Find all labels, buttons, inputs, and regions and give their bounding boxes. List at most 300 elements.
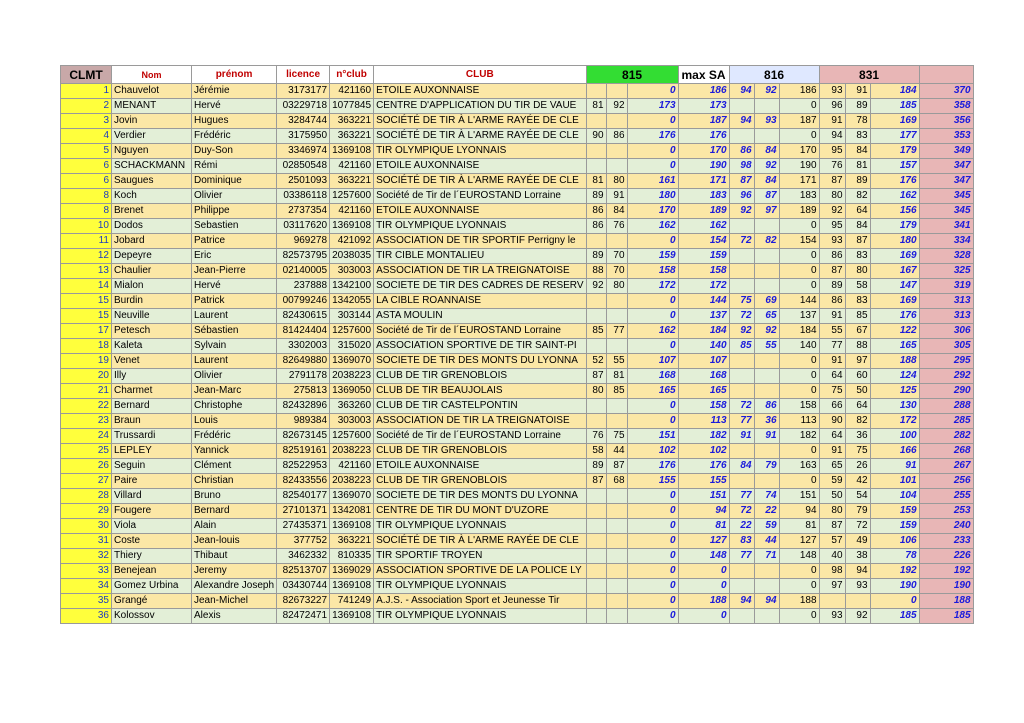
cell-nom[interactable]: Fougere	[112, 504, 192, 519]
cell-rank[interactable]: 19	[61, 354, 112, 369]
cell-815-score-1[interactable]	[586, 234, 606, 249]
cell-831-score-2[interactable]: 83	[845, 294, 870, 309]
cell-815-score-1[interactable]: 89	[586, 189, 606, 204]
cell-rank[interactable]: 8	[61, 189, 112, 204]
cell-815-score-1[interactable]: 92	[586, 279, 606, 294]
cell-816-subtotal[interactable]: 81	[779, 519, 819, 534]
cell-815-subtotal[interactable]: 155	[627, 474, 678, 489]
cell-816-score-1[interactable]: 77	[729, 489, 754, 504]
cell-816-score-2[interactable]: 59	[754, 519, 779, 534]
cell-815-subtotal[interactable]: 168	[627, 369, 678, 384]
cell-prenom[interactable]: Alain	[192, 519, 277, 534]
cell-815-score-1[interactable]: 58	[586, 444, 606, 459]
cell-816-subtotal[interactable]: 0	[779, 609, 819, 624]
cell-max-sa[interactable]: 102	[678, 444, 729, 459]
header-816[interactable]: 816	[729, 66, 819, 84]
cell-816-score-2[interactable]	[754, 444, 779, 459]
cell-831-subtotal[interactable]: 125	[870, 384, 919, 399]
cell-816-subtotal[interactable]: 163	[779, 459, 819, 474]
cell-831-score-2[interactable]: 83	[845, 129, 870, 144]
cell-831-score-2[interactable]: 64	[845, 399, 870, 414]
cell-816-subtotal[interactable]: 190	[779, 159, 819, 174]
cell-nom[interactable]: Viola	[112, 519, 192, 534]
cell-club-number[interactable]: 1342055	[330, 294, 374, 309]
cell-816-score-1[interactable]: 84	[729, 459, 754, 474]
cell-831-subtotal[interactable]: 176	[870, 174, 919, 189]
cell-816-subtotal[interactable]: 182	[779, 429, 819, 444]
cell-licence[interactable]: 27435371	[277, 519, 330, 534]
cell-816-subtotal[interactable]: 170	[779, 144, 819, 159]
cell-831-score-2[interactable]	[845, 594, 870, 609]
header-licence[interactable]: licence	[277, 66, 330, 84]
cell-rank[interactable]: 26	[61, 459, 112, 474]
cell-prenom[interactable]: Sébastien	[192, 324, 277, 339]
cell-831-subtotal[interactable]: 162	[870, 189, 919, 204]
cell-816-score-2[interactable]	[754, 279, 779, 294]
cell-club[interactable]: SOCIÉTÉ DE TIR À L'ARME RAYÉE DE CLE	[374, 129, 586, 144]
cell-815-score-1[interactable]: 52	[586, 354, 606, 369]
cell-total[interactable]: 347	[919, 174, 973, 189]
cell-816-subtotal[interactable]: 184	[779, 324, 819, 339]
cell-club[interactable]: TIR CIBLE MONTALIEU	[374, 249, 586, 264]
cell-prenom[interactable]: Thibaut	[192, 549, 277, 564]
cell-815-subtotal[interactable]: 172	[627, 279, 678, 294]
cell-nom[interactable]: LEPLEY	[112, 444, 192, 459]
cell-prenom[interactable]: Dominique	[192, 174, 277, 189]
cell-815-score-2[interactable]	[606, 339, 627, 354]
cell-831-subtotal[interactable]: 179	[870, 144, 919, 159]
cell-max-sa[interactable]: 148	[678, 549, 729, 564]
cell-max-sa[interactable]: 158	[678, 399, 729, 414]
cell-815-score-1[interactable]	[586, 564, 606, 579]
cell-licence[interactable]: 82673227	[277, 594, 330, 609]
cell-prenom[interactable]: Jean-Michel	[192, 594, 277, 609]
cell-815-subtotal[interactable]: 0	[627, 489, 678, 504]
cell-licence[interactable]: 3284744	[277, 114, 330, 129]
cell-licence[interactable]: 81424404	[277, 324, 330, 339]
cell-licence[interactable]: 82522953	[277, 459, 330, 474]
cell-licence[interactable]: 82433556	[277, 474, 330, 489]
cell-816-score-1[interactable]	[729, 99, 754, 114]
cell-max-sa[interactable]: 140	[678, 339, 729, 354]
cell-815-score-1[interactable]	[586, 414, 606, 429]
cell-max-sa[interactable]: 176	[678, 129, 729, 144]
cell-licence[interactable]: 3173177	[277, 84, 330, 99]
cell-max-sa[interactable]: 107	[678, 354, 729, 369]
cell-815-score-1[interactable]	[586, 609, 606, 624]
cell-total[interactable]: 292	[919, 369, 973, 384]
cell-815-score-1[interactable]: 81	[586, 99, 606, 114]
cell-club-number[interactable]: 1369108	[330, 519, 374, 534]
cell-club-number[interactable]: 1369108	[330, 609, 374, 624]
cell-total[interactable]: 328	[919, 249, 973, 264]
cell-nom[interactable]: Petesch	[112, 324, 192, 339]
cell-815-score-2[interactable]	[606, 399, 627, 414]
cell-club[interactable]: LA CIBLE ROANNAISE	[374, 294, 586, 309]
cell-831-subtotal[interactable]: 106	[870, 534, 919, 549]
cell-831-subtotal[interactable]: 0	[870, 594, 919, 609]
cell-816-score-2[interactable]	[754, 354, 779, 369]
cell-max-sa[interactable]: 127	[678, 534, 729, 549]
cell-831-subtotal[interactable]: 176	[870, 309, 919, 324]
cell-816-score-1[interactable]	[729, 279, 754, 294]
cell-831-score-2[interactable]: 38	[845, 549, 870, 564]
cell-831-score-2[interactable]: 67	[845, 324, 870, 339]
cell-club-number[interactable]: 421160	[330, 84, 374, 99]
cell-816-subtotal[interactable]: 0	[779, 279, 819, 294]
cell-815-score-2[interactable]	[606, 519, 627, 534]
cell-max-sa[interactable]: 176	[678, 459, 729, 474]
cell-816-subtotal[interactable]: 0	[779, 384, 819, 399]
cell-prenom[interactable]: Christophe	[192, 399, 277, 414]
cell-831-score-1[interactable]: 91	[819, 309, 845, 324]
cell-club[interactable]: TIR OLYMPIQUE LYONNAIS	[374, 579, 586, 594]
cell-total[interactable]: 347	[919, 159, 973, 174]
cell-831-subtotal[interactable]: 157	[870, 159, 919, 174]
cell-816-score-1[interactable]: 94	[729, 594, 754, 609]
cell-club[interactable]: CLUB DE TIR GRENOBLOIS	[374, 369, 586, 384]
cell-815-subtotal[interactable]: 0	[627, 234, 678, 249]
cell-831-score-1[interactable]: 66	[819, 399, 845, 414]
cell-club[interactable]: Société de Tir de l´EUROSTAND Lorraine	[374, 429, 586, 444]
cell-816-score-1[interactable]: 22	[729, 519, 754, 534]
cell-licence[interactable]: 2737354	[277, 204, 330, 219]
cell-nom[interactable]: Nguyen	[112, 144, 192, 159]
cell-831-score-1[interactable]: 91	[819, 114, 845, 129]
cell-nom[interactable]: Braun	[112, 414, 192, 429]
cell-816-score-1[interactable]	[729, 249, 754, 264]
cell-815-score-2[interactable]	[606, 414, 627, 429]
cell-total[interactable]: 306	[919, 324, 973, 339]
cell-club[interactable]: ETOILE AUXONNAISE	[374, 84, 586, 99]
cell-831-subtotal[interactable]: 179	[870, 219, 919, 234]
cell-815-score-1[interactable]: 89	[586, 249, 606, 264]
cell-816-subtotal[interactable]: 0	[779, 129, 819, 144]
cell-831-subtotal[interactable]: 177	[870, 129, 919, 144]
cell-nom[interactable]: Verdier	[112, 129, 192, 144]
cell-831-score-1[interactable]: 40	[819, 549, 845, 564]
cell-815-score-2[interactable]: 80	[606, 174, 627, 189]
cell-club[interactable]: SOCIÉTÉ DE TIR À L'ARME RAYÉE DE CLE	[374, 114, 586, 129]
cell-max-sa[interactable]: 188	[678, 594, 729, 609]
cell-831-subtotal[interactable]: 184	[870, 84, 919, 99]
cell-831-score-2[interactable]: 72	[845, 519, 870, 534]
cell-815-score-1[interactable]	[586, 339, 606, 354]
cell-club-number[interactable]: 421160	[330, 459, 374, 474]
header-nclub[interactable]: n°club	[330, 66, 374, 84]
cell-815-subtotal[interactable]: 0	[627, 549, 678, 564]
cell-816-score-2[interactable]	[754, 474, 779, 489]
cell-815-score-1[interactable]	[586, 399, 606, 414]
cell-rank[interactable]: 4	[61, 129, 112, 144]
cell-815-subtotal[interactable]: 173	[627, 99, 678, 114]
cell-816-score-1[interactable]: 92	[729, 324, 754, 339]
cell-815-score-1[interactable]: 86	[586, 219, 606, 234]
cell-816-score-1[interactable]: 72	[729, 399, 754, 414]
cell-max-sa[interactable]: 173	[678, 99, 729, 114]
cell-club[interactable]: SOCIÉTÉ DE TIR À L'ARME RAYÉE DE CLE	[374, 534, 586, 549]
cell-831-subtotal[interactable]: 169	[870, 249, 919, 264]
cell-club-number[interactable]: 2038223	[330, 474, 374, 489]
cell-club-number[interactable]: 303003	[330, 414, 374, 429]
cell-nom[interactable]: Coste	[112, 534, 192, 549]
cell-831-score-2[interactable]: 36	[845, 429, 870, 444]
cell-816-score-2[interactable]	[754, 219, 779, 234]
cell-licence[interactable]: 3302003	[277, 339, 330, 354]
cell-nom[interactable]: Brenet	[112, 204, 192, 219]
header-clmt[interactable]: CLMT	[61, 66, 112, 84]
cell-total[interactable]: 255	[919, 489, 973, 504]
cell-club[interactable]: Société de Tir de l´EUROSTAND Lorraine	[374, 324, 586, 339]
cell-max-sa[interactable]: 94	[678, 504, 729, 519]
cell-rank[interactable]: 30	[61, 519, 112, 534]
cell-815-score-1[interactable]	[586, 144, 606, 159]
cell-831-score-1[interactable]: 95	[819, 219, 845, 234]
cell-max-sa[interactable]: 154	[678, 234, 729, 249]
cell-prenom[interactable]: Frédéric	[192, 129, 277, 144]
cell-rank[interactable]: 14	[61, 279, 112, 294]
cell-max-sa[interactable]: 162	[678, 219, 729, 234]
cell-831-score-1[interactable]: 65	[819, 459, 845, 474]
cell-815-score-2[interactable]	[606, 114, 627, 129]
cell-831-subtotal[interactable]: 159	[870, 519, 919, 534]
cell-prenom[interactable]: Rémi	[192, 159, 277, 174]
cell-816-score-2[interactable]	[754, 264, 779, 279]
cell-club-number[interactable]: 303003	[330, 264, 374, 279]
cell-licence[interactable]: 3346974	[277, 144, 330, 159]
cell-815-subtotal[interactable]: 0	[627, 309, 678, 324]
cell-816-score-1[interactable]	[729, 369, 754, 384]
cell-816-score-2[interactable]	[754, 129, 779, 144]
cell-prenom[interactable]: Jean-Marc	[192, 384, 277, 399]
cell-831-score-1[interactable]: 80	[819, 189, 845, 204]
cell-815-subtotal[interactable]: 0	[627, 84, 678, 99]
cell-max-sa[interactable]: 144	[678, 294, 729, 309]
cell-max-sa[interactable]: 0	[678, 579, 729, 594]
cell-815-score-2[interactable]: 76	[606, 219, 627, 234]
cell-rank[interactable]: 15	[61, 294, 112, 309]
cell-815-subtotal[interactable]: 0	[627, 399, 678, 414]
cell-831-score-2[interactable]: 89	[845, 99, 870, 114]
cell-816-subtotal[interactable]: 127	[779, 534, 819, 549]
cell-nom[interactable]: Depeyre	[112, 249, 192, 264]
cell-club-number[interactable]: 1342100	[330, 279, 374, 294]
header-max-sa[interactable]: max SA	[678, 66, 729, 84]
cell-815-score-1[interactable]	[586, 489, 606, 504]
cell-831-score-2[interactable]: 84	[845, 219, 870, 234]
cell-816-score-2[interactable]: 93	[754, 114, 779, 129]
cell-831-score-1[interactable]: 87	[819, 519, 845, 534]
cell-815-subtotal[interactable]: 0	[627, 519, 678, 534]
cell-max-sa[interactable]: 182	[678, 429, 729, 444]
cell-816-score-1[interactable]: 72	[729, 504, 754, 519]
cell-licence[interactable]: 82573795	[277, 249, 330, 264]
cell-club[interactable]: ETOILE AUXONNAISE	[374, 204, 586, 219]
cell-club[interactable]: TIR OLYMPIQUE LYONNAIS	[374, 519, 586, 534]
cell-total[interactable]: 267	[919, 459, 973, 474]
cell-831-subtotal[interactable]: 91	[870, 459, 919, 474]
cell-club-number[interactable]: 363221	[330, 129, 374, 144]
cell-rank[interactable]: 8	[61, 204, 112, 219]
cell-831-score-1[interactable]: 55	[819, 324, 845, 339]
cell-max-sa[interactable]: 165	[678, 384, 729, 399]
header-nom[interactable]: Nom	[112, 66, 192, 84]
cell-816-score-2[interactable]: 92	[754, 324, 779, 339]
cell-nom[interactable]: Seguin	[112, 459, 192, 474]
cell-815-subtotal[interactable]: 162	[627, 324, 678, 339]
cell-max-sa[interactable]: 189	[678, 204, 729, 219]
cell-815-score-1[interactable]: 87	[586, 369, 606, 384]
cell-831-score-2[interactable]: 89	[845, 174, 870, 189]
cell-nom[interactable]: Charmet	[112, 384, 192, 399]
cell-831-score-1[interactable]: 77	[819, 339, 845, 354]
cell-prenom[interactable]: Alexis	[192, 609, 277, 624]
cell-licence[interactable]: 00799246	[277, 294, 330, 309]
cell-815-score-1[interactable]	[586, 594, 606, 609]
cell-licence[interactable]: 82472471	[277, 609, 330, 624]
cell-club-number[interactable]: 1342081	[330, 504, 374, 519]
cell-total[interactable]: 226	[919, 549, 973, 564]
cell-rank[interactable]: 21	[61, 384, 112, 399]
cell-club-number[interactable]: 1369029	[330, 564, 374, 579]
cell-prenom[interactable]: Bernard	[192, 504, 277, 519]
cell-rank[interactable]: 23	[61, 414, 112, 429]
cell-rank[interactable]: 11	[61, 234, 112, 249]
cell-licence[interactable]: 03117620	[277, 219, 330, 234]
cell-816-score-1[interactable]	[729, 219, 754, 234]
cell-831-score-2[interactable]: 83	[845, 249, 870, 264]
cell-club-number[interactable]: 363221	[330, 114, 374, 129]
cell-831-score-2[interactable]: 82	[845, 414, 870, 429]
cell-815-score-1[interactable]: 86	[586, 204, 606, 219]
cell-816-score-1[interactable]	[729, 444, 754, 459]
cell-815-score-1[interactable]	[586, 114, 606, 129]
cell-licence[interactable]: 03229718	[277, 99, 330, 114]
cell-816-score-1[interactable]: 77	[729, 549, 754, 564]
cell-815-score-2[interactable]: 85	[606, 384, 627, 399]
cell-816-subtotal[interactable]: 0	[779, 444, 819, 459]
cell-licence[interactable]: 3462332	[277, 549, 330, 564]
cell-rank[interactable]: 10	[61, 219, 112, 234]
cell-815-score-2[interactable]	[606, 84, 627, 99]
cell-rank[interactable]: 5	[61, 144, 112, 159]
cell-816-score-2[interactable]: 71	[754, 549, 779, 564]
cell-total[interactable]: 345	[919, 189, 973, 204]
cell-max-sa[interactable]: 168	[678, 369, 729, 384]
cell-total[interactable]: 305	[919, 339, 973, 354]
cell-831-subtotal[interactable]: 166	[870, 444, 919, 459]
cell-licence[interactable]: 82673145	[277, 429, 330, 444]
cell-816-subtotal[interactable]: 189	[779, 204, 819, 219]
cell-max-sa[interactable]: 171	[678, 174, 729, 189]
header-831[interactable]: 831	[819, 66, 919, 84]
cell-831-subtotal[interactable]: 122	[870, 324, 919, 339]
cell-max-sa[interactable]: 158	[678, 264, 729, 279]
cell-licence[interactable]: 82540177	[277, 489, 330, 504]
cell-831-subtotal[interactable]: 185	[870, 99, 919, 114]
cell-816-score-2[interactable]: 87	[754, 189, 779, 204]
cell-831-score-1[interactable]: 59	[819, 474, 845, 489]
cell-club-number[interactable]: 1369050	[330, 384, 374, 399]
cell-815-subtotal[interactable]: 159	[627, 249, 678, 264]
cell-815-score-1[interactable]	[586, 579, 606, 594]
cell-816-score-1[interactable]: 86	[729, 144, 754, 159]
cell-rank[interactable]: 2	[61, 99, 112, 114]
cell-815-subtotal[interactable]: 0	[627, 414, 678, 429]
cell-831-subtotal[interactable]: 165	[870, 339, 919, 354]
cell-815-score-2[interactable]	[606, 579, 627, 594]
cell-club[interactable]: ASSOCIATION DE TIR LA TREIGNATOISE	[374, 414, 586, 429]
cell-815-subtotal[interactable]: 180	[627, 189, 678, 204]
cell-nom[interactable]: Neuville	[112, 309, 192, 324]
cell-815-score-2[interactable]	[606, 294, 627, 309]
cell-831-score-1[interactable]: 80	[819, 504, 845, 519]
cell-816-score-1[interactable]: 87	[729, 174, 754, 189]
cell-total[interactable]: 295	[919, 354, 973, 369]
cell-816-subtotal[interactable]: 186	[779, 84, 819, 99]
cell-total[interactable]: 253	[919, 504, 973, 519]
cell-816-score-2[interactable]: 84	[754, 174, 779, 189]
cell-max-sa[interactable]: 183	[678, 189, 729, 204]
cell-prenom[interactable]: Laurent	[192, 354, 277, 369]
cell-nom[interactable]: Villard	[112, 489, 192, 504]
cell-831-score-1[interactable]	[819, 594, 845, 609]
cell-815-subtotal[interactable]: 107	[627, 354, 678, 369]
cell-831-score-1[interactable]: 87	[819, 174, 845, 189]
cell-816-score-2[interactable]: 36	[754, 414, 779, 429]
cell-816-score-2[interactable]: 92	[754, 84, 779, 99]
cell-rank[interactable]: 6	[61, 174, 112, 189]
cell-831-score-2[interactable]: 50	[845, 384, 870, 399]
cell-816-subtotal[interactable]: 0	[779, 99, 819, 114]
cell-815-score-1[interactable]	[586, 534, 606, 549]
cell-816-score-1[interactable]: 75	[729, 294, 754, 309]
cell-nom[interactable]: Illy	[112, 369, 192, 384]
cell-831-score-2[interactable]: 78	[845, 114, 870, 129]
header-815[interactable]: 815	[586, 66, 678, 84]
cell-rank[interactable]: 3	[61, 114, 112, 129]
cell-nom[interactable]: Thiery	[112, 549, 192, 564]
cell-club[interactable]: SOCIETE DE TIR DES MONTS DU LYONNA	[374, 489, 586, 504]
cell-815-score-1[interactable]: 90	[586, 129, 606, 144]
cell-total[interactable]: 185	[919, 609, 973, 624]
cell-831-score-2[interactable]: 42	[845, 474, 870, 489]
cell-licence[interactable]: 989384	[277, 414, 330, 429]
cell-815-score-1[interactable]: 88	[586, 264, 606, 279]
cell-nom[interactable]: Mialon	[112, 279, 192, 294]
cell-nom[interactable]: Gomez Urbina	[112, 579, 192, 594]
cell-815-score-2[interactable]: 68	[606, 474, 627, 489]
cell-816-subtotal[interactable]: 154	[779, 234, 819, 249]
cell-831-score-2[interactable]: 88	[845, 339, 870, 354]
cell-815-score-2[interactable]: 70	[606, 249, 627, 264]
cell-licence[interactable]: 3175950	[277, 129, 330, 144]
cell-club-number[interactable]: 303144	[330, 309, 374, 324]
cell-816-score-1[interactable]	[729, 474, 754, 489]
cell-816-subtotal[interactable]: 0	[779, 369, 819, 384]
cell-815-score-2[interactable]: 87	[606, 459, 627, 474]
cell-licence[interactable]: 82519161	[277, 444, 330, 459]
cell-816-score-1[interactable]	[729, 579, 754, 594]
cell-815-subtotal[interactable]: 0	[627, 504, 678, 519]
cell-816-score-1[interactable]: 98	[729, 159, 754, 174]
cell-max-sa[interactable]: 0	[678, 609, 729, 624]
cell-total[interactable]: 256	[919, 474, 973, 489]
cell-rank[interactable]: 33	[61, 564, 112, 579]
cell-prenom[interactable]: Clément	[192, 459, 277, 474]
cell-total[interactable]: 319	[919, 279, 973, 294]
cell-club-number[interactable]: 363221	[330, 174, 374, 189]
